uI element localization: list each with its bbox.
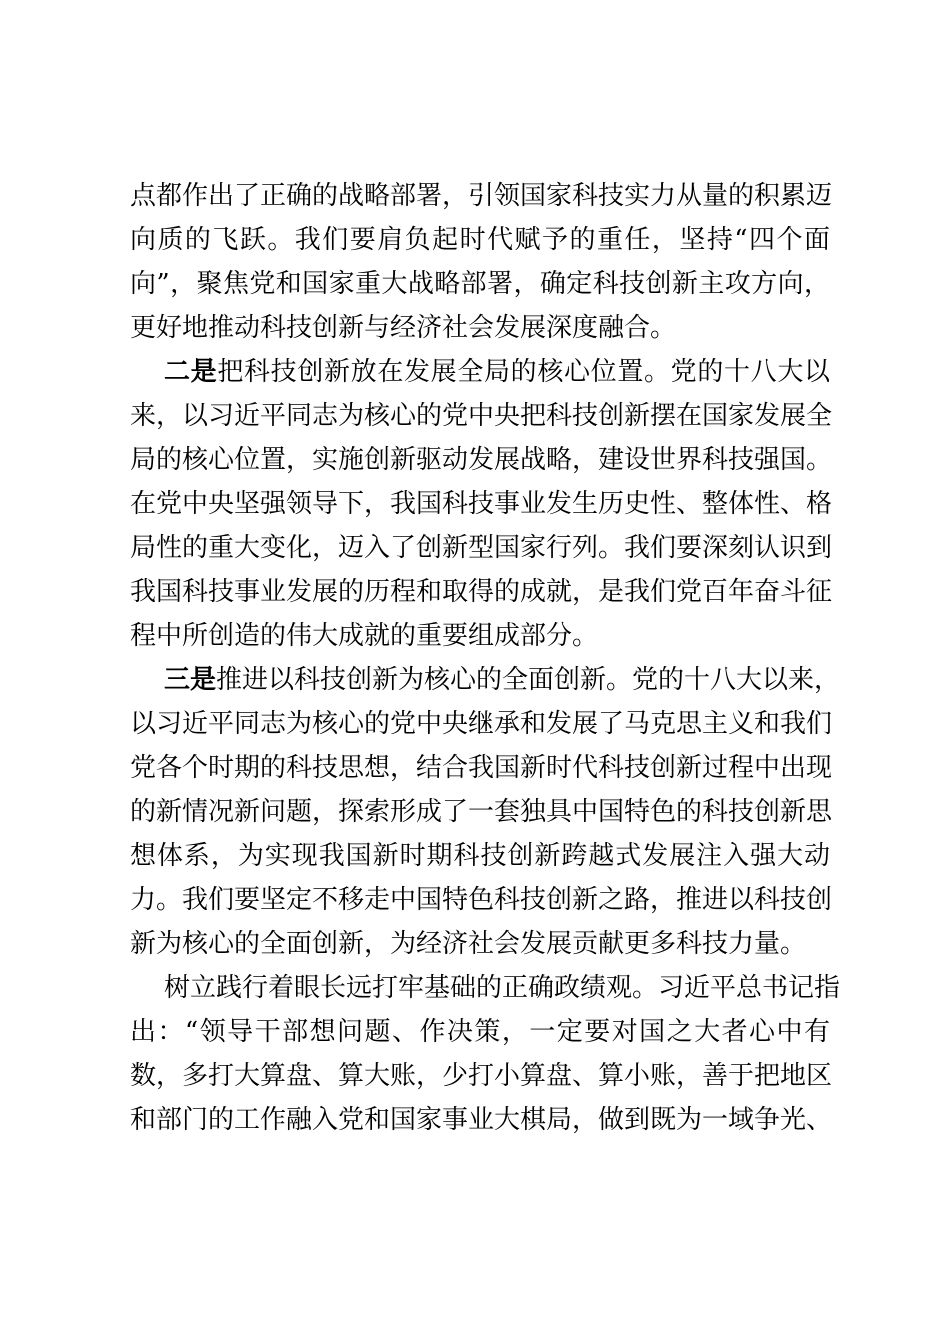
line-text: 想体系，为实现我国新时期科技创新跨越式发展注入强大动 (130, 841, 830, 871)
paragraph (130, 662, 841, 970)
line-text: 来，以习近平同志为核心的党中央把科技创新摆在国家发展全 (130, 401, 833, 431)
text-line (130, 618, 830, 662)
text-line (130, 926, 830, 970)
line-text: 以习近平同志为核心的党中央继承和发展了马克思主义和我们 (130, 709, 833, 739)
text-line (130, 794, 833, 838)
line-text: 点都作出了正确的战略部署，引领国家科技实力从量的积累迈 (130, 181, 833, 211)
line-text: 程中所创造的伟大成就的重要组成部分。 (130, 621, 599, 651)
text-line (130, 222, 830, 266)
text-line (130, 178, 833, 222)
text-line (130, 442, 833, 486)
text-line (130, 662, 841, 706)
line-text: 把科技创新放在发展全局的核心位置。党的十八大以 (217, 357, 830, 387)
line-text: 和部门的工作融入党和国家事业大棋局，做到既为一域争光、 (130, 1105, 833, 1135)
text-line (130, 1014, 830, 1058)
line-text: 新为核心的全面创新，为经济社会发展贡献更多科技力量。 (130, 929, 807, 959)
text-line (130, 750, 833, 794)
line-text: 出：“领导干部想问题、作决策，一定要对国之大者心中有 (130, 1017, 830, 1047)
paragraph-lead: 二是 (164, 357, 218, 387)
text-line (130, 1102, 833, 1146)
line-text: 的新情况新问题，探索形成了一套独具中国特色的科技创新思 (130, 797, 833, 827)
line-text: 力。我们要坚定不移走中国特色科技创新之路，推进以科技创 (130, 885, 833, 915)
text-line (130, 970, 841, 1014)
paragraph (130, 970, 841, 1146)
text-line (130, 1058, 833, 1102)
text-line (130, 706, 833, 750)
paragraph (130, 178, 833, 354)
line-text: 在党中央坚强领导下，我国科技事业发生历史性、整体性、格 (130, 489, 833, 519)
text-line (130, 486, 833, 530)
text-line (130, 266, 830, 310)
line-text: 树立践行着眼长远打牢基础的正确政绩观。习近平总书记指 (164, 973, 841, 1003)
text-line (130, 882, 833, 926)
line-text: 数，多打大算盘、算大账，少打小算盘、算小账，善于把地区 (130, 1061, 833, 1091)
text-line (130, 398, 833, 442)
text-line (130, 574, 833, 618)
line-text: 局的核心位置，实施创新驱动发展战略，建设世界科技强国。 (130, 445, 833, 475)
text-line (130, 310, 830, 354)
line-text: 向”，聚焦党和国家重大战略部署，确定科技创新主攻方向， (130, 269, 830, 299)
line-text: 更好地推动科技创新与经济社会发展深度融合。 (130, 313, 677, 343)
line-text: 我国科技事业发展的历程和取得的成就，是我们党百年奋斗征 (130, 577, 833, 607)
text-line (130, 838, 830, 882)
line-text: 推进以科技创新为核心的全面创新。党的十八大以来， (216, 665, 841, 695)
paragraph-lead: 三是 (164, 665, 217, 695)
line-text: 向质的飞跃。我们要肩负起时代赋予的重任，坚持“四个面 (130, 225, 830, 255)
line-text: 党各个时期的科技思想，结合我国新时代科技创新过程中出现 (130, 753, 833, 783)
text-line (130, 354, 830, 398)
line-text: 局性的重大变化，迈入了创新型国家行列。我们要深刻认识到 (130, 533, 833, 563)
text-line (130, 530, 833, 574)
paragraph (130, 354, 833, 662)
document-body (130, 178, 841, 1146)
